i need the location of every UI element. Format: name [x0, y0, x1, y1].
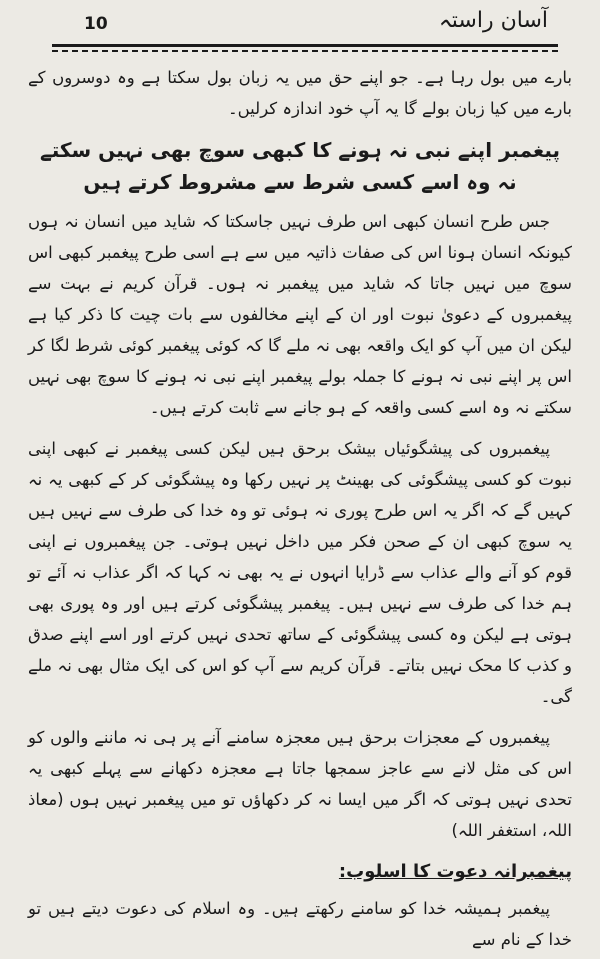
page-number: 10 — [84, 14, 108, 34]
section-heading-line-2: نہ وہ اسے کسی شرط سے مشروط کرتے ہیں — [83, 170, 517, 194]
paragraph: پیغمبر ہمیشہ خدا کو سامنے رکھتے ہیں۔ وہ اسلام کی دعوت دیتے ہیں تو خدا کے نام سے — [28, 899, 572, 949]
section-heading-line-1: پیغمبر اپنے نبی نہ ہونے کا کبھی سوچ بھی نہیں سکتے — [40, 138, 560, 162]
paragraph: پیغمبروں کی پیشگوئیاں بیشک برحق ہیں لیکن کسی پیغمبر نے کبھی اپنی نبوت کو کسی پیشگوئی کی بھینٹ پر نہیں رکھا وہ پیشگوئی کر کے کبھی یہ نہ کہیں گے کہ اگر یہ اس طرح پوری نہ ہوئی تو وہ خدا کی طرف سے نہیں ہیں یہ سوچ کبھی ان کے صحن فکر میں داخل نہیں ہوتی۔ جن پیغمبروں نے اپنی قوم کو آنے والے عذاب سے ڈرایا انہوں نے یہ بھی نہ کہا کہ اگر عذاب نہ آئے تو ہم خدا کی طرف سے نہیں ہیں۔ پیغمبر پیشگوئی کرتے ہیں اور وہ پوری بھی ہوتی ہے لیکن وہ کسی پیشگوئی کے ساتھ تحدی نہیں کرتے اور اسے اپنے صدق و کذب کا محک نہیں بتاتے۔ قرآن کریم سے آپ کو اس کی ایک مثال بھی نہ ملے گی۔ — [28, 439, 572, 706]
paragraph: پیغمبروں کے معجزات برحق ہیں معجزہ سامنے آنے پر ہی نہ ماننے والوں کو اس کی مثل لانے سے عاجز سمجھا جاتا ہے معجزہ دکھانے سے پہلے کبھی یہ تحدی نہیں ہوتی کہ اگر میں ایسا نہ کر دکھاؤں تو میں پیغمبر نہیں ہوں (معاذ اللہ، استغفر اللہ) — [28, 728, 572, 840]
page-body — [22, 44, 578, 955]
page-header — [22, 0, 578, 44]
section-heading — [28, 134, 572, 198]
paragraph: جس طرح انسان کبھی اس طرف نہیں جاسکتا کہ شاید میں انسان نہ ہوں کیونکہ انسان ہونا اس کی صفات ذاتیہ میں سے ہے اسی طرح پیغمبر کبھی اس سوچ میں نہیں جاتا کہ شاید میں پیغمبر نہ ہوں۔ قرآن کریم نے بہت سے پیغمبروں کے دعویٰ نبوت اور ان کے اپنے مخالفوں سے بات چیت کا ذکر کیا ہے لیکن ان میں آپ کو ایک واقعہ بھی نہ ملے گا کہ کوئی پیغمبر کوئی شرط لگا کر اس پر اپنے نبی نہ ہونے کا جملہ بولے پیغمبر اپنے نبی نہ ہونے کا سوچ بھی نہیں سکتے نہ وہ اسے کسی واقعہ کے ہو جانے سے ثابت کرتے ہیں۔ — [28, 212, 572, 417]
paragraph-continuation: بارے میں بول رہا ہے۔ جو اپنے حق میں یہ زبان بول سکتا ہے وہ دوسروں کے بارے میں کیا زبان بولے گا یہ آپ خود اندازہ کرلیں۔ — [28, 68, 572, 118]
header-rule — [52, 44, 558, 47]
subsection-heading: پیغمبرانہ دعوت کا اسلوب: — [338, 861, 572, 882]
running-title: آسان راستہ — [438, 8, 548, 33]
